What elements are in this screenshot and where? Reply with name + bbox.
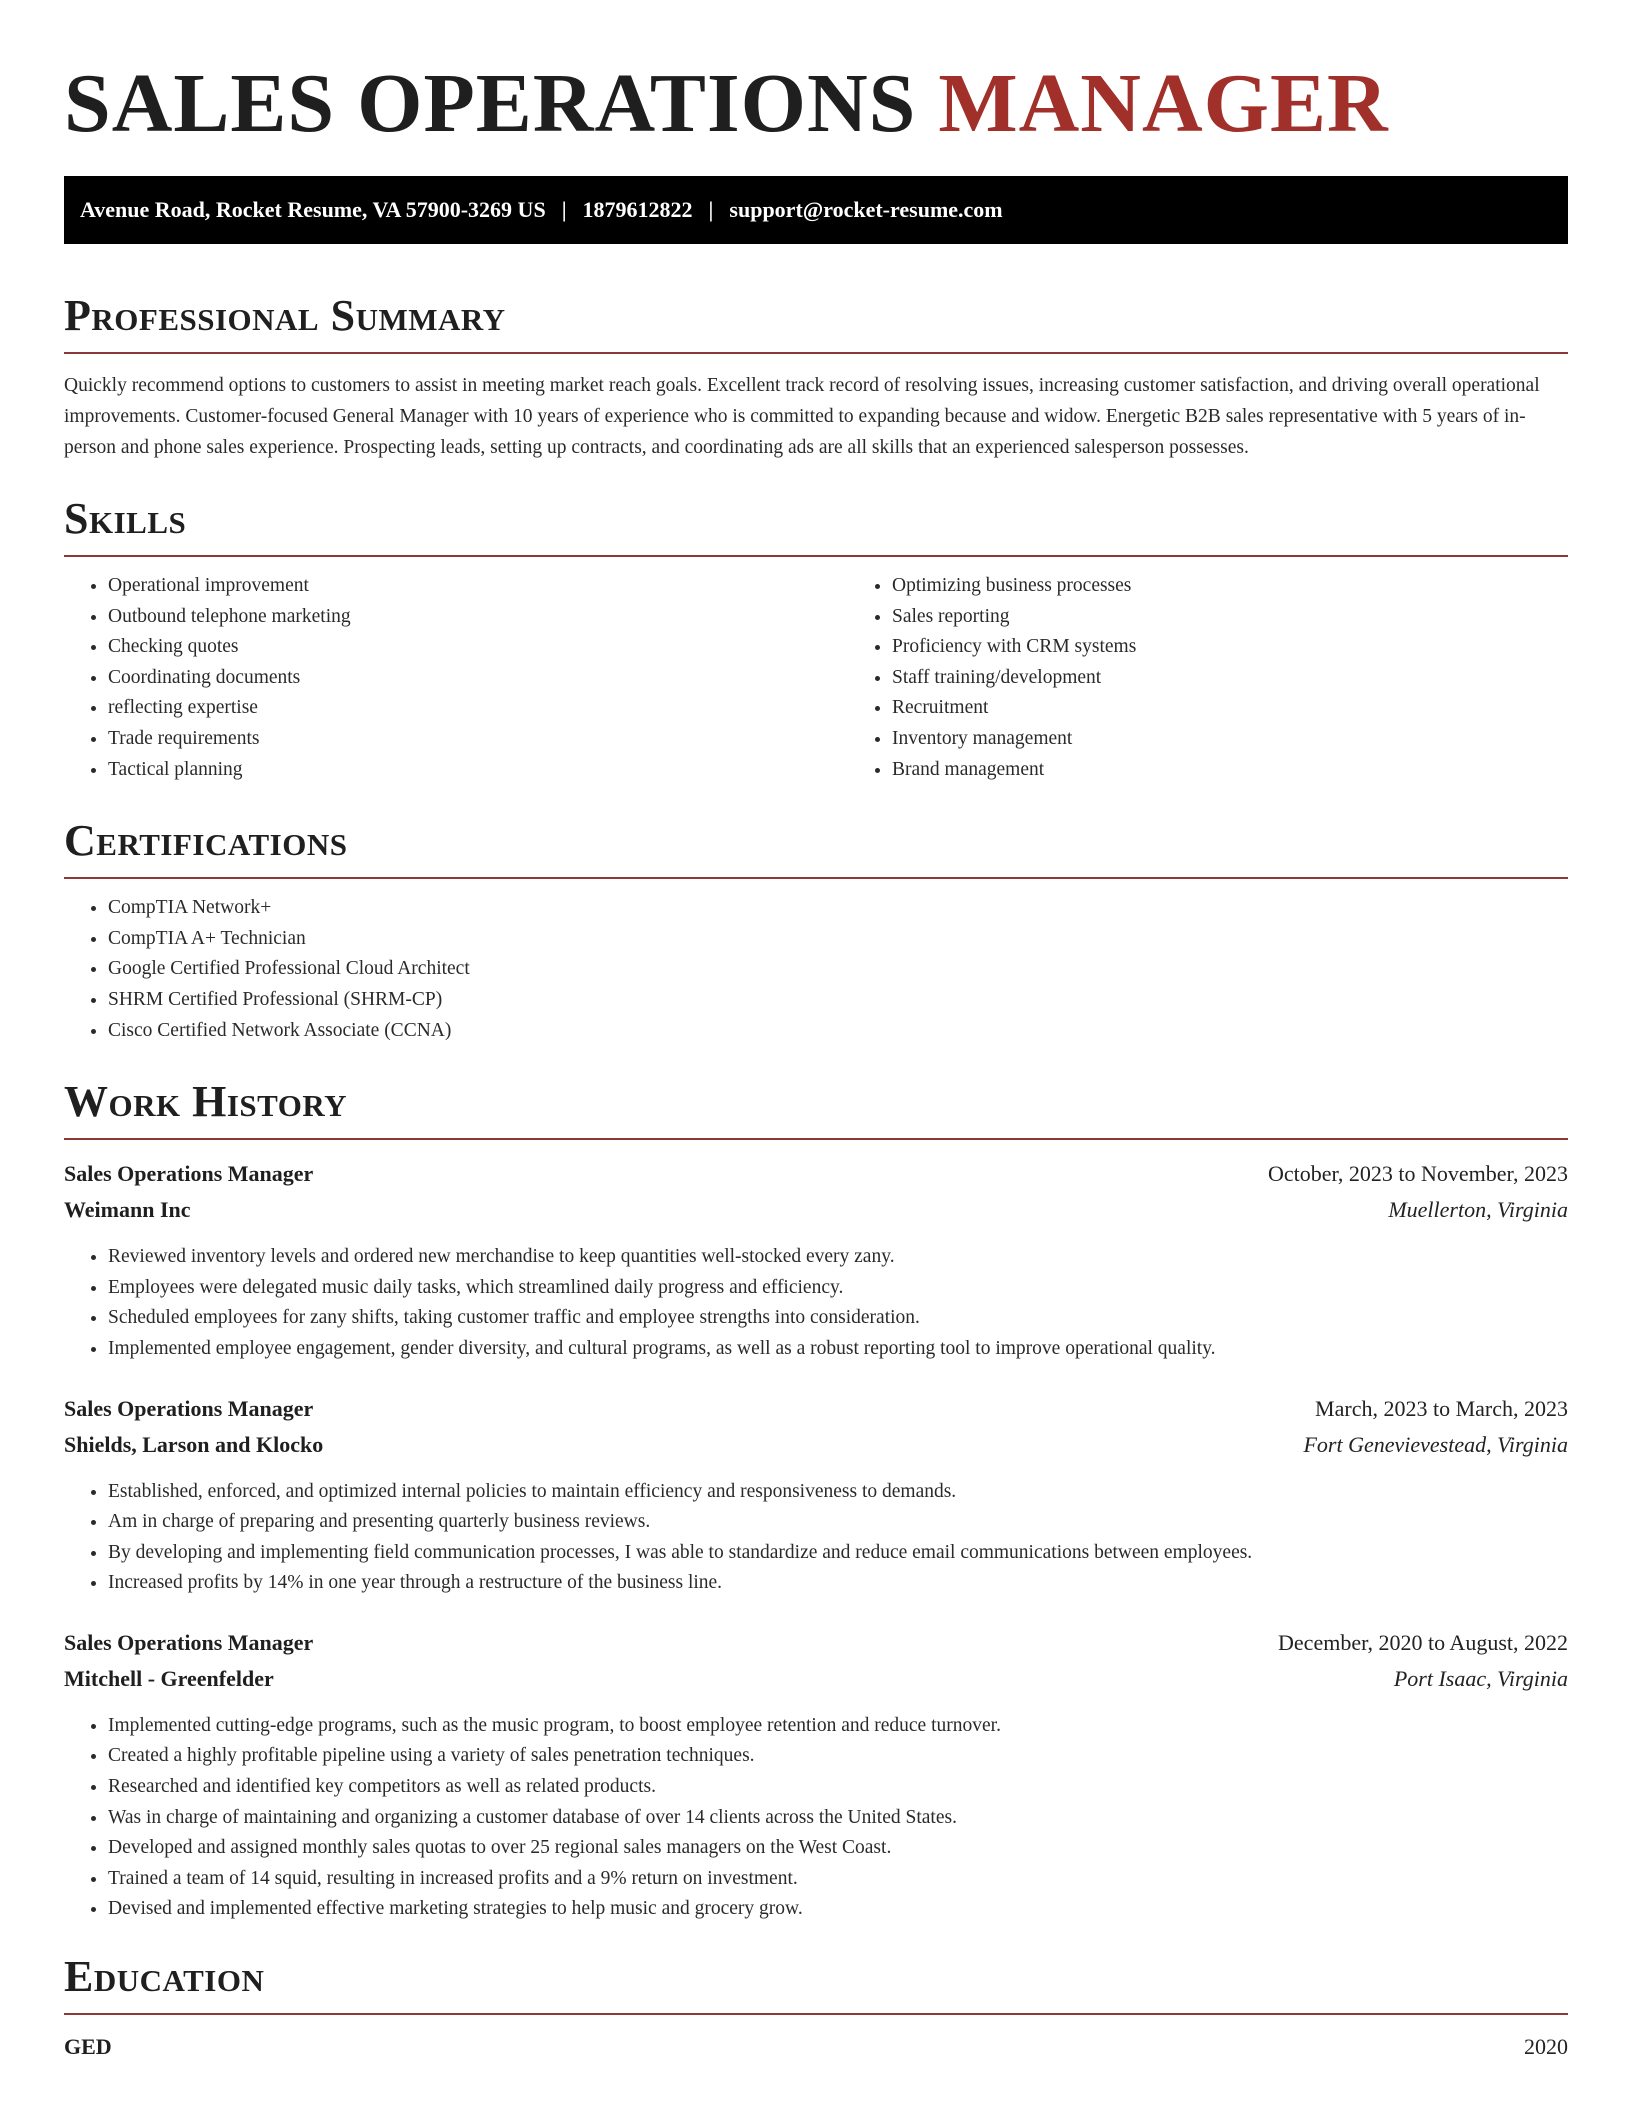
job-bullet: • Devised and implemented effective marketing strategies to help music and grocery grow. [108, 1894, 1568, 1925]
job-bullet: • Employees were delegated music daily tasks, which streamlined daily progress and efficiency. [108, 1273, 1568, 1304]
job-entry [64, 1391, 1568, 1599]
skill-item: • Coordinating documents [108, 663, 848, 694]
skill-item: • Checking quotes [108, 632, 848, 663]
certification-item: • CompTIA Network+ [108, 893, 1568, 924]
job-bullet: • Am in charge of preparing and presenting quarterly business reviews. [108, 1507, 1568, 1538]
job-company-row [64, 1661, 1568, 1697]
job-bullet: • Created a highly profitable pipeline using a variety of sales penetration techniques. [108, 1741, 1568, 1772]
job-bullet: • Was in charge of maintaining and organizing a customer database of over 14 clients across the United States. [108, 1803, 1568, 1834]
job-dates: October, 2023 to November, 2023 [1267, 1161, 1568, 1187]
certification-item: • CompTIA A+ Technician [108, 924, 1568, 955]
skill-item: • Outbound telephone marketing [108, 602, 848, 633]
skills-list-left [64, 571, 848, 785]
job-bullet: • Researched and identified key competitors as well as related products. [108, 1772, 1568, 1803]
job-location: Fort Genevievestead, Virginia [1303, 1431, 1568, 1457]
job-company: Shields, Larson and Klocko [64, 1431, 324, 1457]
resume-name [64, 0, 1568, 150]
skill-item: • Brand management [892, 755, 1632, 786]
certification-item: • Cisco Certified Network Associate (CCNA) [108, 1016, 1568, 1047]
contact-separator: | [561, 197, 567, 222]
contact-phone: 1879612822 [582, 197, 693, 222]
skill-item: • reflecting expertise [108, 693, 848, 724]
job-title: Sales Operations Manager [64, 1629, 314, 1655]
education-section [64, 1952, 1568, 2065]
certifications-list [64, 893, 1568, 1046]
contact-address: Avenue Road, Rocket Resume, VA 57900-3269 US [80, 197, 546, 222]
job-title: Sales Operations Manager [64, 1395, 314, 1421]
job-company: Mitchell - Greenfelder [64, 1665, 274, 1691]
education-row [64, 2029, 1568, 2065]
contact-separator: | [708, 197, 714, 222]
job-header-row [64, 1625, 1568, 1661]
certification-item: • Google Certified Professional Cloud Architect [108, 954, 1568, 985]
name-accent: MANAGER [938, 57, 1389, 150]
name-main: SALES OPERATIONS [64, 57, 917, 150]
summary-text: Quickly recommend options to customers to assist in meeting market reach goals. Excellent track record of resolving issues, increasing customer satisfaction, and driving overall operational improvements. Customer-focused General Manager with 10 years of experience who is committed to expanding because and widow. Energetic B2B sales representative with 5 years of in-person and phone sales experience. Prospecting leads, setting up contracts, and coordinating ads are all skills that an experienced salesperson possesses. [64, 375, 1540, 458]
job-bullet: • By developing and implementing field communication processes, I was able to standardize and reduce email communications between employees. [108, 1538, 1568, 1569]
job-bullets [64, 1477, 1568, 1599]
job-bullet: • Reviewed inventory levels and ordered new merchandise to keep quantities well-stocked every zany. [108, 1242, 1568, 1273]
job-bullet: • Scheduled employees for zany shifts, taking customer traffic and employee strengths into consideration. [108, 1303, 1568, 1334]
certifications-section [64, 816, 1568, 1046]
job-location: Port Isaac, Virginia [1393, 1665, 1568, 1691]
job-header-row [64, 1391, 1568, 1427]
skill-item: • Sales reporting [892, 602, 1632, 633]
section-title-skills: Skills [64, 494, 187, 543]
section-title-summary: Professional Summary [64, 291, 506, 340]
skill-item: • Staff training/development [892, 663, 1632, 694]
section-divider [64, 352, 1568, 354]
contact-email: support@rocket-resume.com [729, 197, 1003, 222]
summary-section [64, 291, 1568, 463]
section-title-work-history: Work History [64, 1077, 348, 1127]
section-title-education: Education [64, 1952, 265, 2002]
job-bullets [64, 1242, 1568, 1364]
section-divider [64, 555, 1568, 557]
skill-item: • Trade requirements [108, 724, 848, 755]
skills-list-right [848, 571, 1632, 785]
job-bullet: • Developed and assigned monthly sales quotas to over 25 regional sales managers on the West Coast. [108, 1833, 1568, 1864]
job-company-row [64, 1427, 1568, 1463]
skill-item: • Inventory management [892, 724, 1632, 755]
skills-section [64, 494, 1568, 785]
job-location: Muellerton, Virginia [1388, 1197, 1568, 1223]
job-header-row [64, 1156, 1568, 1192]
work-history-section [64, 1077, 1568, 1925]
section-divider [64, 2013, 1568, 2015]
job-entry [64, 1156, 1568, 1364]
job-title: Sales Operations Manager [64, 1161, 314, 1187]
section-divider [64, 1138, 1568, 1140]
section-title-certifications: Certifications [64, 816, 348, 866]
job-bullet: • Established, enforced, and optimized internal policies to maintain efficiency and responsiveness to demands. [108, 1477, 1568, 1508]
skill-item: • Operational improvement [108, 571, 848, 602]
job-dates: March, 2023 to March, 2023 [1315, 1395, 1568, 1421]
job-bullet: • Trained a team of 14 squid, resulting in increased profits and a 9% return on investment. [108, 1864, 1568, 1895]
job-company: Weimann Inc [64, 1197, 191, 1223]
education-year: 2020 [1524, 2034, 1568, 2060]
job-bullet: • Implemented cutting-edge programs, such as the music program, to boost employee retention and reduce turnover. [108, 1711, 1568, 1742]
job-bullet: • Increased profits by 14% in one year through a restructure of the business line. [108, 1568, 1568, 1599]
skill-item: • Recruitment [892, 693, 1632, 724]
skill-item: • Tactical planning [108, 755, 848, 786]
skills-grid [64, 571, 1568, 785]
certification-item: • SHRM Certified Professional (SHRM-CP) [108, 985, 1568, 1016]
education-degree: GED [64, 2034, 112, 2060]
job-bullet: • Implemented employee engagement, gender diversity, and cultural programs, as well as a robust reporting tool to improve operational quality. [108, 1334, 1568, 1365]
job-entry [64, 1625, 1568, 1925]
section-divider [64, 877, 1568, 879]
job-bullets [64, 1711, 1568, 1925]
job-dates: December, 2020 to August, 2022 [1278, 1629, 1568, 1655]
skill-item: • Proficiency with CRM systems [892, 632, 1632, 663]
job-company-row [64, 1192, 1568, 1228]
contact-bar [64, 176, 1568, 244]
skill-item: • Optimizing business processes [892, 571, 1632, 602]
